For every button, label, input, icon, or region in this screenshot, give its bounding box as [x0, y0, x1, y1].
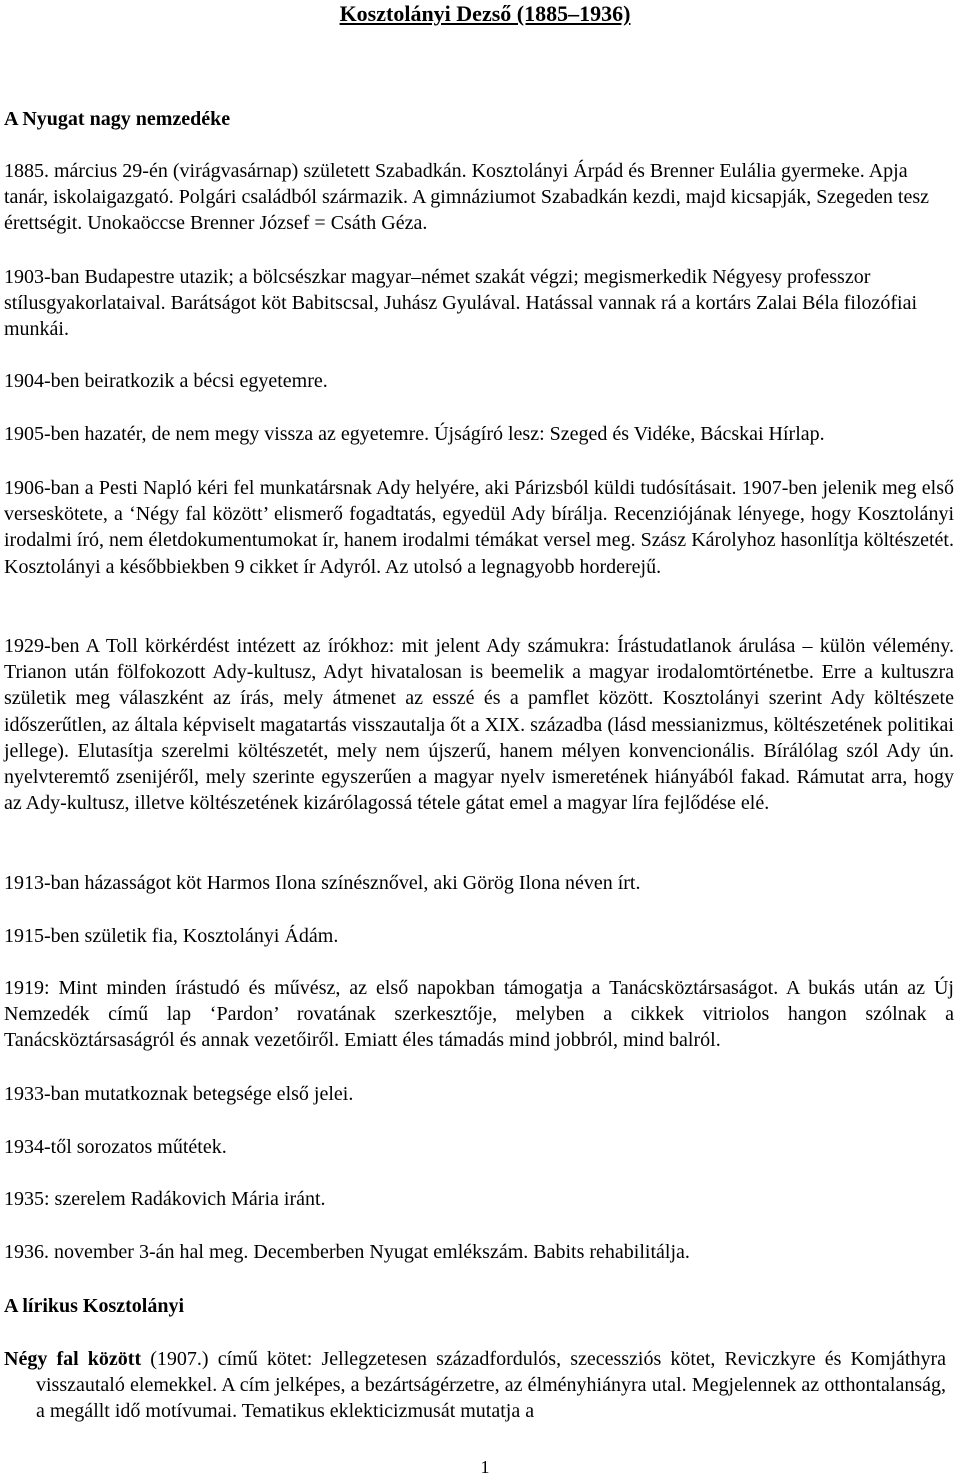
paragraph-birth: 1885. március 29-én (virágvasárnap) született Szabadkán. Kosztolányi Árpád és Brenner Eulália gyermeke. Apja tanár, iskolaigazgató. Polgári családból származik. A gimnáziumot Szabadkán kezdi, majd kicsapják, Szegeden tesz érettségit. Unokaöccse Brenner József = Csáth Géza. [4, 160, 930, 235]
paragraph-1913: 1913-ban házasságot köt Harmos Ilona színésznővel, aki Görög Ilona néven írt. [4, 872, 641, 894]
paragraph-1933: 1933-ban mutatkoznak betegsége első jelei. [4, 1083, 354, 1105]
paragraph-1934: 1934-től sorozatos műtétek. [4, 1136, 227, 1158]
paragraph-1929: 1929-ben A Toll körkérdést intézett az írókhoz: mit jelent Ady számukra: Írástudatlanok árulása – külön vélemény. Trianon után fölfokozott Ady-kultusz, Adyt hivatalosan is beemelik a magyar irodalomtörténetbe. Erre a kultuszra születik meg válaszként az írás, mely átmenet az esszé és a pamflet között. Kosztolányi szerint Ady költészete időszerűtlen, az általa képviselt magatartás visszautalja őt a XIX. századba (lásd messianizmus, költészetének politikai jellege). Elutasítja szerelmi költészetét, mely nem újszerű, hanem mélyen konvencionális. Bírálólag szól Ady ún. nyelvteremtő zsenijéről, mely szerinte egyszerűen a magyar nyelv ismeretének hiányából fakad. Rámutat arra, hogy az Ady-kultusz, illetve költészetének kizárólagossá tétele gátat emel a magyar líra fejlődése elé. [4, 635, 954, 815]
book-title: Négy fal között [4, 1348, 142, 1370]
document-title: Kosztolányi Dezső (1885–1936) [339, 1, 631, 26]
paragraph-1905: 1905-ben hazatér, de nem megy vissza az egyetemre. Újságíró lesz: Szeged és Vidéke, Bácskai Hírlap. [4, 423, 825, 445]
list-item-negy-fal-kozott [4, 1346, 946, 1425]
page-number: 1 [480, 1457, 490, 1477]
paragraph-1935: 1935: szerelem Radákovich Mária iránt. [4, 1188, 326, 1210]
section-heading-nyugat: A Nyugat nagy nemzedéke [4, 108, 231, 130]
paragraph-1903: 1903-ban Budapestre utazik; a bölcsészkar magyar–német szakát végzi; megismerkedik Négyesy professzor stílusgyakorlataival. Barátságot köt Babitscsal, Juhász Gyulával. Hatással vannak rá a kortárs Zalai Béla filozófiai munkái. [4, 266, 918, 341]
paragraph-1936: 1936. november 3-án hal meg. Decemberben Nyugat emlékszám. Babits rehabilitálja. [4, 1241, 690, 1263]
paragraph-1919: 1919: Mint minden írástudó és művész, az első napokban támogatja a Tanácsköztársaságot. A bukás után az Új Nemzedék című lap ‘Pardon’ rovatának szerkesztője, melyben a cikkek vitriolos hangon szólnak a Tanácsköztársaságról és annak vezetőiről. Emiatt éles támadás mind jobbról, mind balról. [4, 977, 954, 1052]
section-heading-lirikus: A lírikus Kosztolányi [4, 1295, 185, 1317]
book-description: (1907.) című kötet: Jellegzetesen századfordulós, szecessziós kötet, Reviczkyre és Komjáthyra visszautaló elemekkel. A cím jelképes, a bezártságérzetre, az élményhiányra utal. Megjelennek az otthontalanság, a megállt idő motívumai. Tematikus eklekticizmusát mutatja a [36, 1348, 947, 1423]
paragraph-1906: 1906-ban a Pesti Napló kéri fel munkatársnak Ady helyére, aki Párizsból küldi tudósításait. 1907-ben jelenik meg első verseskötete, a ‘Négy fal között’ elismerő fogadtatás, egyedül Ady bírálja. Recenziójának lényege, hogy Kosztolányi irodalmi író, nem életdokumentumokat ír, hanem irodalmi témákat versel meg. Szász Károlyhoz hasonlítja költészetét. Kosztolányi a későbbiekben 9 cikket ír Adyról. Az utolsó a legnagyobb horderejű. [4, 477, 954, 578]
paragraph-1915: 1915-ben születik fia, Kosztolányi Ádám. [4, 925, 339, 947]
paragraph-1904: 1904-ben beiratkozik a bécsi egyetemre. [4, 370, 328, 392]
